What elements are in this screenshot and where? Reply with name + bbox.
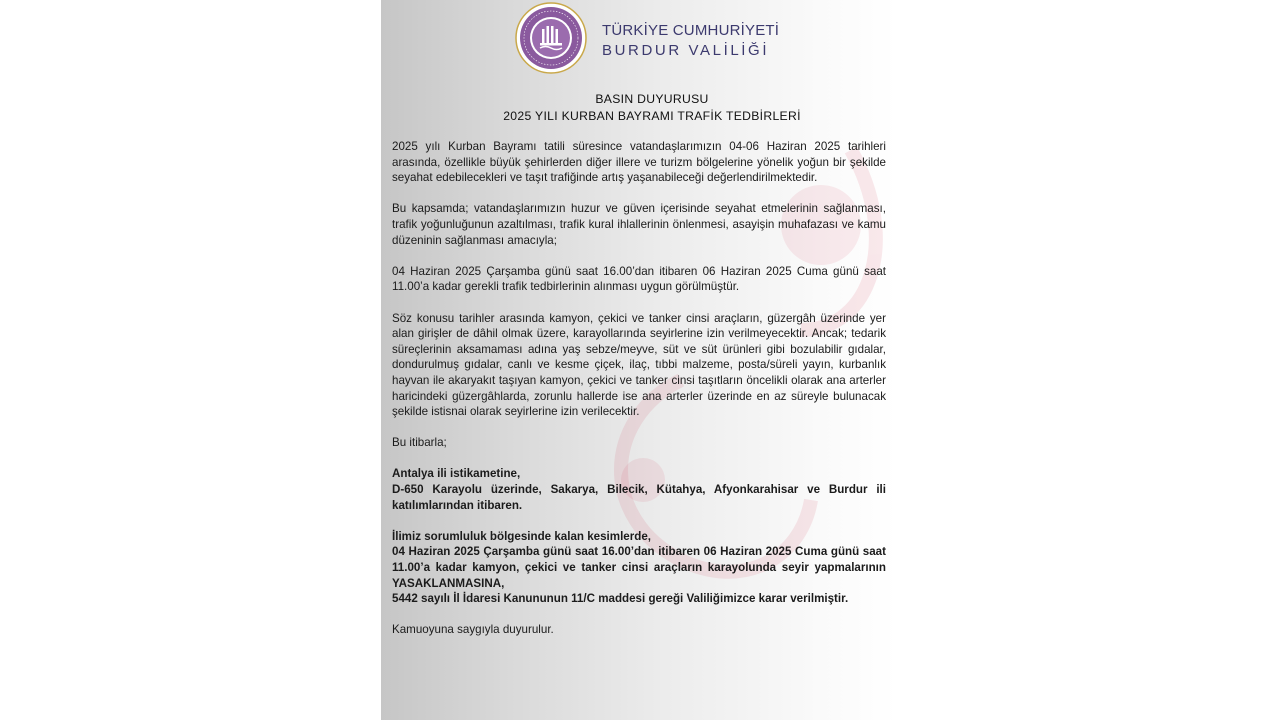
route-block <box>392 466 886 513</box>
route-description: D-650 Karayolu üzerinde, Sakarya, Bilecik, Kütahya, Afyonkarahisar ve Burdur ili katılımlarından itibaren. <box>392 483 886 512</box>
decision-legal-basis: 5442 sayılı İl İdaresi Kanununun 11/C maddesi gereği Valiliğimizce karar verilmiştir. <box>392 592 849 606</box>
announcement-body <box>392 139 886 654</box>
paragraph-5: Bu itibarla; <box>392 436 447 450</box>
decision-heading: İlimiz sorumluluk bölgesinde kalan kesimlerde, <box>392 529 652 543</box>
institution-name-line2: BURDUR VALİLİĞİ <box>602 41 770 59</box>
institution-name-line1: TÜRKİYE CUMHURİYETİ <box>602 21 780 39</box>
decision-text: 04 Haziran 2025 Çarşamba günü saat 16.00’dan itibaren 06 Haziran 2025 Cuma günü saat 11.00’a kadar kamyon, çekici ve tanker cinsi araçların karayolunda seyir yapmalarının YASAKLANMASINA, <box>392 545 886 590</box>
decision-block <box>392 529 886 607</box>
document-title <box>381 91 897 125</box>
paragraph-1: 2025 yılı Kurban Bayramı tatili süresince vatandaşlarımızın 04-06 Haziran 2025 tarihleri arasında, özellikle büyük şehirlerden diğer illere ve turizm bölgelerine yönelik yoğun bir şekilde seyahat edebilecekleri ve taşıt trafiğinde artış yaşanabileceği değerlendirilmektedir. <box>392 140 886 185</box>
letterhead <box>515 2 779 74</box>
paragraph-4: Söz konusu tarihler arasında kamyon, çekici ve tanker cinsi araçların, güzergâh üzerinde yer alan girişler de dâhil olmak üzere, karayollarında seyirlerine izin verilmeyecektir. Ancak; tedarik süreçlerinin aksamaması adına yaş sebze/meyve, süt ve süt ürünleri gibi bozulabilir gıdalar, dondurulmuş gıdalar, canlı ve kesme çiçek, ilaç, tıbbi malzeme, posta/süreli yayın, kurbanlık hayvan ile akaryakıt taşıyan kamyon, çekici ve tanker cinsi taşıtların öncelikli olarak ana arterler haricindeki güzergâhlarda, zorunlu hallerde ise ana arterler üzerinde en az süreyle bulunacak şekilde istisnai olarak seyirlerine izin verilecektir. <box>392 311 886 419</box>
governorship-seal-icon <box>515 2 587 74</box>
closing-line: Kamuoyuna saygıyla duyurulur. <box>392 623 554 637</box>
route-heading: Antalya ili istikametine, <box>392 467 521 481</box>
title-line2: 2025 YILI KURBAN BAYRAMI TRAFİK TEDBİRLERİ <box>503 109 801 123</box>
paragraph-2: Bu kapsamda; vatandaşlarımızın huzur ve güven içerisinde seyahat etmelerinin sağlanması, trafik yoğunluğunun azaltılması, trafik kural ihlallerinin önlenmesi, asayişin muhafazası ve kamu düzeninin sağlanması amacıyla; <box>392 202 886 247</box>
document-page <box>381 0 897 720</box>
paragraph-3: 04 Haziran 2025 Çarşamba günü saat 16.00’dan itibaren 06 Haziran 2025 Cuma günü saat 11.00’a kadar gerekli trafik tedbirlerinin alınması uygun görülmüştür. <box>392 264 886 294</box>
title-line1: BASIN DUYURUSU <box>595 92 709 106</box>
